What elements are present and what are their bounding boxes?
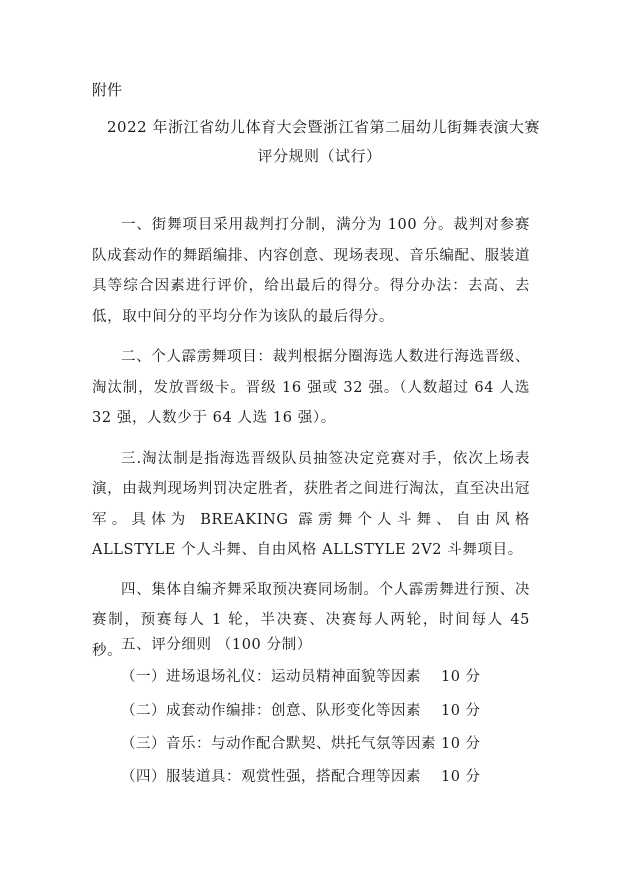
paragraph-scoring-system: 一、街舞项目采用裁判打分制，满分为 100 分。裁判对参赛队成套动作的舞蹈编排、内容创意、现场表现、音乐编配、服装道具等综合因素进行评价，给出最后的得分。得分办法：去高、去低，取中间分的平均分作为该队的最后得分。	[92, 217, 530, 325]
scoring-item-label: （一）进场退场礼仪：运动员精神面貌等因素	[121, 669, 421, 685]
document-body	[92, 210, 530, 666]
scoring-item-label: （四）服装道具：观赏性强，搭配合理等因素	[121, 769, 421, 785]
document-title: 2022 年浙江省幼儿体育大会暨浙江省第二届幼儿街舞表演大赛	[107, 118, 540, 136]
document-subtitle: 评分规则（试行）	[257, 147, 382, 165]
scoring-details-heading: 五、评分细则 （100 分制）	[121, 637, 312, 653]
attachment-label: 附件	[92, 81, 123, 99]
paragraph-breaking-selection: 二、个人霹雳舞项目：裁判根据分圈海选人数进行海选晋级、淘汰制，发放晋级卡。晋级 16 强或 32 强。（人数超过 64 人选 32 强，人数少于 64 人选 16 强）。	[92, 349, 530, 426]
paragraph-group-dance: 四、集体自编齐舞采取预决赛同场制。个人霹雳舞进行预、决赛制，预赛每人 1 轮，半决赛、决赛每人两轮，时间每人 45 秒。	[92, 581, 530, 659]
scoring-item-points: 10 分	[441, 769, 481, 785]
scoring-item	[121, 700, 501, 722]
scoring-item-label: （三）音乐：与动作配合默契、烘托气氛等因素	[121, 736, 436, 752]
scoring-item-points: 10 分	[441, 703, 481, 719]
scoring-item	[121, 666, 501, 688]
scoring-item	[121, 766, 501, 788]
scoring-item-points: 10 分	[441, 736, 481, 752]
scoring-item-points: 10 分	[441, 669, 481, 685]
scoring-item-label: （二）成套动作编排：创意、队形变化等因素	[121, 703, 421, 719]
scoring-item	[121, 733, 501, 755]
paragraph-elimination: 三.淘汰制是指海选晋级队员抽签决定竞赛对手，依次上场表演，由裁判现场判罚决定胜者，获胜者之间进行淘汰，直至决出冠军。具体为 BREAKING 霹雳舞个人斗舞、自由风格 ALLSTYLE 个人斗舞、自由风格 ALLSTYLE 2V2 斗舞项目。	[92, 450, 530, 558]
